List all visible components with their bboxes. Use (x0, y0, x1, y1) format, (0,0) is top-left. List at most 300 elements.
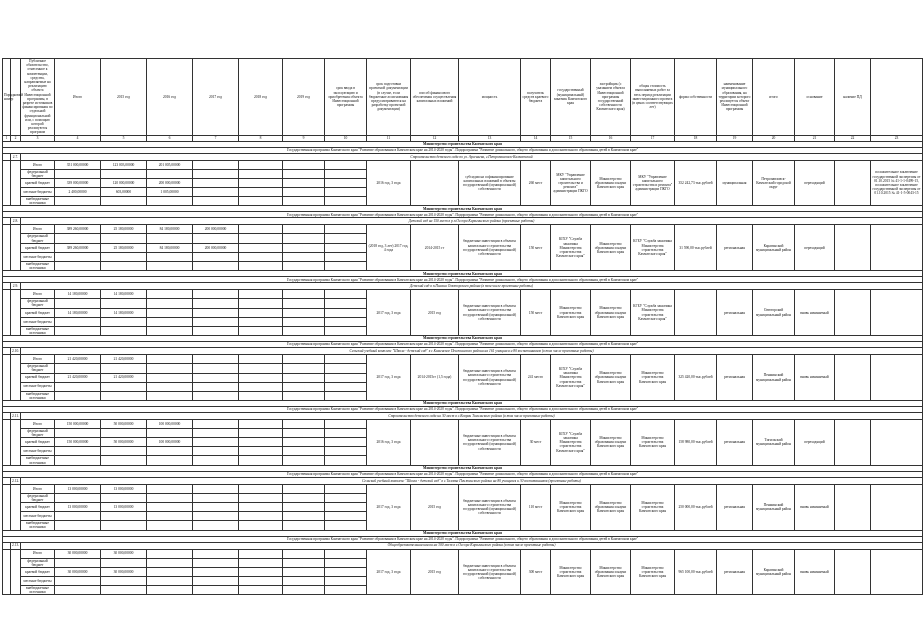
value-cell (283, 391, 325, 400)
status-cell: переходящий (795, 419, 835, 465)
value-cell (325, 558, 367, 567)
value-cell (283, 512, 325, 521)
capacity-cell: 300 мест (521, 549, 551, 595)
value-cell (147, 197, 193, 206)
value-cell (283, 503, 325, 512)
value-cell (55, 261, 101, 270)
status-cell: вновь начинаемый (795, 549, 835, 595)
object-title-row (3, 477, 923, 484)
pd-period-cell (411, 419, 459, 465)
value-cell (193, 576, 239, 585)
row-label: краевой бюджет (21, 503, 55, 512)
row-label: внебюджетные источники (21, 456, 55, 465)
value-cell: 150 000,00000 (55, 419, 101, 428)
value-cell (283, 447, 325, 456)
value-cell: 14 180,00000 (101, 290, 147, 299)
cost-cell: 352 242,73 тыс.рублей (675, 160, 717, 206)
value-cell (193, 290, 239, 299)
developer-cell: МКУ "Управление капитального строительства и ремонта" администрации ПКГО (631, 160, 675, 206)
value-cell: 13 000,00000 (55, 503, 101, 512)
value-cell (239, 299, 283, 308)
value-cell (193, 373, 239, 382)
value-cell: 200 000,00000 (193, 225, 239, 234)
value-cell (193, 355, 239, 364)
value-cell (193, 261, 239, 270)
table-row (3, 549, 923, 558)
funding-method-cell: бюджетные инвестиции в объекты капитального строительства государственной (муниципальной) собственности (459, 225, 521, 271)
value-cell (239, 234, 283, 243)
column-number-cell: 23 (871, 135, 923, 141)
recipient-cell: Министерство строительства Камчатского края (551, 484, 591, 530)
value-cell (239, 382, 283, 391)
basis-cell (835, 549, 871, 595)
value-cell (55, 585, 101, 594)
row-label: Итого (21, 419, 55, 428)
ownership-cell: региональная (717, 484, 753, 530)
column-number-cell: 16 (591, 135, 631, 141)
deadline-cell: 2017 год, 3 года (367, 290, 411, 336)
value-cell (283, 493, 325, 502)
capacity-cell: 30 мест (521, 419, 551, 465)
header-row (3, 59, 923, 136)
object-number: 2.13. (12, 543, 20, 548)
status-cell: переходящий (795, 225, 835, 271)
column-number-cell: 14 (521, 135, 551, 141)
value-cell: 25 180,00000 (101, 225, 147, 234)
value-cell (147, 447, 193, 456)
value-cell (239, 438, 283, 447)
ministry-title: Министерство строительства Камчатского края (3, 206, 923, 212)
value-cell (193, 585, 239, 594)
funding-method-cell: бюджетные инвестиции в объекты капитального строительства государственной (муниципальной) собственности (459, 355, 521, 401)
pd-status-cell (871, 484, 923, 530)
value-cell: 21 420,00000 (101, 373, 147, 382)
blank-cell (11, 225, 21, 271)
value-cell (283, 521, 325, 530)
row-label: Итого (21, 484, 55, 493)
value-cell: 200 000,00000 (193, 243, 239, 252)
row-label: краевой бюджет (21, 438, 55, 447)
ministry-title: Министерство строительства Камчатского края (3, 336, 923, 342)
value-cell (283, 558, 325, 567)
value-cell (101, 391, 147, 400)
customer-cell: Министерство образования и науки Камчатского края (591, 225, 631, 271)
object-title: Сельский учебный комплекс "Школа - детский сад" в с.Таловка Пенжинского района на 80 учащихся и 30 воспитанников (проектные работы) (21, 477, 923, 484)
status-cell: вновь начинаемый (795, 290, 835, 336)
value-cell: 21 420,00000 (55, 373, 101, 382)
value-cell (239, 447, 283, 456)
value-cell (283, 261, 325, 270)
value-cell: 1 005,00000 (147, 188, 193, 197)
value-cell: 21 420,00000 (55, 355, 101, 364)
header-cell: наличие ПД (835, 59, 871, 136)
value-cell (193, 160, 239, 169)
value-cell (193, 299, 239, 308)
value-cell (193, 484, 239, 493)
row-label: Итого (21, 160, 55, 169)
value-cell (147, 169, 193, 178)
value-cell (193, 558, 239, 567)
value-cell: 389 260,00000 (55, 225, 101, 234)
value-cell (239, 317, 283, 326)
basis-cell (835, 419, 871, 465)
row-label: федеральный бюджет (21, 234, 55, 243)
blank-cell (11, 419, 21, 465)
value-cell (193, 512, 239, 521)
blank-cell (11, 484, 21, 530)
value-cell (325, 438, 367, 447)
pd-period-cell: 2015 год (411, 484, 459, 530)
row-label: федеральный бюджет (21, 558, 55, 567)
deadline-cell: 2016 год, 3 года (367, 160, 411, 206)
value-cell (239, 225, 283, 234)
program-title: Государственная программа Камчатского края "Развитие образования в Камчатском крае на 2014-2020 годы". Подпрограмма "Развитие дошкольного, общего образования и дополнительного образования детей в Камчатском крае" (3, 471, 923, 477)
row-label: Итого (21, 355, 55, 364)
row-label: местные бюджеты (21, 576, 55, 585)
program-title: Государственная программа Камчатского края "Развитие образования в Камчатском крае на 2014-2020 годы". Подпрограмма "Развитие дошкольного, общего образования и дополнительного образования детей в Камчатском крае" (3, 536, 923, 542)
value-cell (147, 373, 193, 382)
value-cell (147, 503, 193, 512)
column-number-cell: 19 (717, 135, 753, 141)
value-cell: 100 000,00000 (147, 419, 193, 428)
value-cell (239, 493, 283, 502)
value-cell (283, 197, 325, 206)
value-cell (283, 169, 325, 178)
value-cell (239, 243, 283, 252)
value-cell (325, 188, 367, 197)
value-cell (283, 428, 325, 437)
developer-cell: КГБУ "Служба заказчика Министерства строительства Камчатского края" (631, 225, 675, 271)
ministry-title: Министерство строительства Камчатского края (3, 465, 923, 471)
row-label: местные бюджеты (21, 188, 55, 197)
object-number: 2.7. (11, 153, 21, 160)
value-cell (239, 179, 283, 188)
value-cell (147, 484, 193, 493)
blank-cell (3, 419, 11, 465)
value-cell (55, 234, 101, 243)
recipient-cell: КГБУ "Служба заказчика Министерства строительства Камчатского края" (551, 419, 591, 465)
funding-method-cell: бюджетные инвестиции в объекты капитального строительства государственной (муниципальной) собственности (459, 484, 521, 530)
pd-period-cell: 2014-2015гг (1,5 года) (411, 355, 459, 401)
value-cell (325, 419, 367, 428)
value-cell (101, 169, 147, 178)
value-cell: 603,00000 (101, 188, 147, 197)
funding-method-cell: бюджетные инвестиции в объекты капитального строительства государственной (муниципальной) собственности (459, 290, 521, 336)
value-cell (239, 197, 283, 206)
column-number-cell: 6 (147, 135, 193, 141)
row-label: федеральный бюджет (21, 493, 55, 502)
value-cell (147, 355, 193, 364)
object-title: Общеобразовательная школа на 300 мест в с.Оссора Карагинского района (в том числе проектные работы) (21, 542, 923, 549)
ministry-title: Министерство строительства Камчатского края (3, 271, 923, 277)
pd-status-cell: положительное заключение государственной экспертизы от 01.10.2015 № 41-1-1-0499-15, положительное заключение государственной экспертизы от 01.10.2015 № 41-1-5-0043-15 (871, 160, 923, 206)
value-cell (325, 299, 367, 308)
value-cell (239, 290, 283, 299)
developer-cell: Министерство строительства Камчатского края (631, 484, 675, 530)
value-cell (325, 503, 367, 512)
pd-status-cell (871, 225, 923, 271)
cost-cell: 31 590,00 тыс.рублей (675, 225, 717, 271)
row-label: федеральный бюджет (21, 428, 55, 437)
ministry-title: Министерство строительства Камчатского края (3, 400, 923, 406)
column-number-cell: 5 (101, 135, 147, 141)
municipality-cell: Пенжинский муниципальный район (753, 355, 795, 401)
value-cell (283, 456, 325, 465)
value-cell (325, 197, 367, 206)
value-cell (147, 558, 193, 567)
row-label: Итого (21, 225, 55, 234)
value-cell (193, 419, 239, 428)
value-cell (101, 299, 147, 308)
ownership-cell: региональная (717, 290, 753, 336)
value-cell (101, 493, 147, 502)
value-cell (283, 160, 325, 169)
object-title-row (3, 348, 923, 355)
value-cell (325, 521, 367, 530)
value-cell (101, 558, 147, 567)
value-cell (101, 234, 147, 243)
value-cell (283, 419, 325, 428)
value-cell (239, 585, 283, 594)
value-cell (193, 447, 239, 456)
value-cell (101, 512, 147, 521)
customer-cell: Министерство образования и науки Камчатского края (591, 484, 631, 530)
municipality-cell: Петропавловск-Камчатский городской округ (753, 160, 795, 206)
value-cell (147, 576, 193, 585)
header-cell: 2019 год (283, 59, 325, 136)
value-cell (325, 355, 367, 364)
value-cell (239, 373, 283, 382)
value-cell: 201 005,00000 (147, 160, 193, 169)
value-cell (325, 428, 367, 437)
value-cell (55, 299, 101, 308)
value-cell: 30 000,00000 (101, 549, 147, 558)
customer-cell: Министерство образования и науки Камчатского края (591, 160, 631, 206)
value-cell (239, 261, 283, 270)
value-cell: 50 000,00000 (101, 438, 147, 447)
header-cell: наименование муниципального образования, на территории которого реализуется объект Инвестиционной программы (717, 59, 753, 136)
value-cell (193, 169, 239, 178)
value-cell: 13 000,00000 (101, 484, 147, 493)
pd-period-cell (411, 160, 459, 206)
column-number-cell: 12 (411, 135, 459, 141)
value-cell (283, 438, 325, 447)
ownership-cell: региональная (717, 225, 753, 271)
capacity-cell: 110 мест (521, 484, 551, 530)
ownership-cell: региональная (717, 419, 753, 465)
row-label: Итого (21, 549, 55, 558)
column-number-cell: 13 (459, 135, 521, 141)
object-number: 2.11. (12, 413, 20, 418)
program-title: Государственная программа Камчатского края "Развитие образования в Камчатском крае на 2014-2020 годы". Подпрограмма "Развитие дошкольного, общего образования и дополнительного образования детей в Камчатском крае" (3, 277, 923, 283)
header-cell: основание (795, 59, 835, 136)
value-cell: 351 000,00000 (55, 160, 101, 169)
value-cell (283, 382, 325, 391)
ownership-cell: региональная (717, 355, 753, 401)
deadline-cell: 2016 год, 3 года (367, 419, 411, 465)
basis-cell (835, 355, 871, 401)
pd-status-cell (871, 355, 923, 401)
header-cell: срок ввода в эксплуатацию и приобретения объекта Инвестиционной программы (325, 59, 367, 136)
value-cell (55, 364, 101, 373)
value-cell (239, 391, 283, 400)
row-label: внебюджетные источники (21, 391, 55, 400)
municipality-cell: Пенжинский муниципальный район (753, 484, 795, 530)
value-cell (147, 493, 193, 502)
value-cell (55, 456, 101, 465)
table-row (3, 355, 923, 364)
value-cell (147, 428, 193, 437)
row-label: краевой бюджет (21, 308, 55, 317)
customer-cell: Министерство образования и науки Камчатского края (591, 419, 631, 465)
value-cell (239, 308, 283, 317)
value-cell (55, 576, 101, 585)
value-cell (55, 382, 101, 391)
blank-cell (11, 549, 21, 595)
investment-program-table (2, 58, 923, 595)
header-cell: общая стоимость выполняемых работ за весь период реализации инвестиционного проекта (в ценах соответствующих лет) (631, 59, 675, 136)
value-cell (283, 188, 325, 197)
value-cell (55, 197, 101, 206)
column-number-cell: 2 (11, 135, 21, 141)
value-cell (239, 521, 283, 530)
value-cell (283, 364, 325, 373)
row-label: внебюджетные источники (21, 585, 55, 594)
value-cell (325, 373, 367, 382)
value-cell (193, 382, 239, 391)
value-cell (283, 484, 325, 493)
cost-cell: 325 420,00 тыс.рублей (675, 355, 717, 401)
object-title-row (3, 218, 923, 225)
deadline-cell: (2018 год, 3 лет) 2017 год, 4 года (367, 225, 411, 271)
pd-status-cell (871, 290, 923, 336)
header-cell: 2017 год (193, 59, 239, 136)
value-cell (55, 558, 101, 567)
value-cell: 84 180,00000 (147, 243, 193, 252)
blank-cell (3, 477, 11, 484)
value-cell (283, 234, 325, 243)
value-cell (193, 188, 239, 197)
value-cell (147, 456, 193, 465)
object-number: 2.10. (12, 348, 20, 353)
value-cell: 14 180,00000 (55, 308, 101, 317)
row-label: местные бюджеты (21, 512, 55, 521)
value-cell (283, 576, 325, 585)
value-cell (283, 585, 325, 594)
value-cell (239, 428, 283, 437)
value-cell (55, 447, 101, 456)
funding-method-cell: субсидии на софинансирование капитальных вложений в объекты государственной (муниципальной) собственности (459, 160, 521, 206)
blank-cell (3, 348, 11, 355)
value-cell (147, 382, 193, 391)
value-cell (147, 308, 193, 317)
developer-cell: Министерство строительства Камчатского края (631, 549, 675, 595)
object-number: 2.9. (11, 283, 21, 290)
municipality-cell: Тигильский муниципальный район (753, 419, 795, 465)
value-cell (283, 317, 325, 326)
value-cell (193, 503, 239, 512)
value-cell (325, 308, 367, 317)
municipality-cell: Карагинский муниципальный район (753, 549, 795, 595)
blank-cell (11, 160, 21, 206)
object-title: Сельский учебный комплекс "Школа - детский сад" в с.Каменское Пенжинского района на 161 учащихся и 80 воспитанников (в том числе проектные работы) (21, 348, 923, 355)
capacity-cell: 260 мест (521, 160, 551, 206)
program-title: Государственная программа Камчатского края "Развитие образования в Камчатском крае на 2014-2020 годы". Подпрограмма "Развитие дошкольного, общего образования и дополнительного образования детей в Камчатском крае" (3, 342, 923, 348)
value-cell (101, 364, 147, 373)
row-label: внебюджетные источники (21, 197, 55, 206)
value-cell (101, 456, 147, 465)
value-cell: 30 000,00000 (55, 549, 101, 558)
deadline-cell: 2017 год, 3 года (367, 549, 411, 595)
blank-cell (3, 290, 11, 336)
value-cell: 50 000,00000 (101, 419, 147, 428)
header-cell: форма собственности (675, 59, 717, 136)
value-cell (55, 317, 101, 326)
value-cell (239, 503, 283, 512)
blank-cell (3, 218, 11, 225)
row-label: федеральный бюджет (21, 364, 55, 373)
value-cell (193, 326, 239, 335)
value-cell (55, 391, 101, 400)
value-cell (193, 567, 239, 576)
value-cell (239, 252, 283, 261)
basis-cell (835, 160, 871, 206)
value-cell (147, 364, 193, 373)
capacity-cell: 150 мест (521, 225, 551, 271)
column-number-cell: 17 (631, 135, 675, 141)
value-cell (193, 364, 239, 373)
value-cell (239, 188, 283, 197)
value-cell: 100 000,00000 (147, 438, 193, 447)
value-cell (283, 225, 325, 234)
recipient-cell: Министерство строительства Камчатского края (551, 549, 591, 595)
column-number-cell: 10 (325, 135, 367, 141)
blank-cell (3, 549, 11, 595)
value-cell (325, 261, 367, 270)
value-cell (283, 252, 325, 261)
column-number-cell: 20 (753, 135, 795, 141)
value-cell (193, 438, 239, 447)
header-cell: Порядковый номер (3, 59, 11, 136)
value-cell (55, 169, 101, 178)
value-cell (101, 428, 147, 437)
value-cell (101, 197, 147, 206)
value-cell (193, 493, 239, 502)
program-title: Государственная программа Камчатского края "Развитие образования в Камчатском крае на 2014-2020 годы". Подпрограмма "Развитие дошкольного, общего образования и дополнительного образования детей в Камчатском крае" (3, 212, 923, 218)
value-cell (147, 290, 193, 299)
program-title: Государственная программа Камчатского края "Развитие образования в Камчатском крае на 2014-2020 годы". Подпрограмма "Развитие дошкольного, общего образования и дополнительного образования детей в Камчатском крае" (3, 147, 923, 153)
value-cell: 14 180,00000 (101, 308, 147, 317)
value-cell (55, 428, 101, 437)
header-cell: мощность (459, 59, 521, 136)
recipient-cell: КГБУ "Служба заказчика Министерства строительства Камчатского края" (551, 225, 591, 271)
ownership-cell: муниципальная (717, 160, 753, 206)
blank-cell (11, 290, 21, 336)
value-cell (325, 382, 367, 391)
table-row (3, 160, 923, 169)
value-cell (283, 567, 325, 576)
municipality-cell: Карагинский муниципальный район (753, 225, 795, 271)
basis-cell (835, 225, 871, 271)
pd-period-cell: 2015 год (411, 290, 459, 336)
header-cell: застройщик (с указанием объекта Инвестиционной программы государственной собственности Камчатского края) (591, 59, 631, 136)
funding-method-cell: бюджетные инвестиции в объекты капитального строительства государственной (муниципальной) собственности (459, 419, 521, 465)
capacity-cell: 241 место (521, 355, 551, 401)
value-cell: 21 420,00000 (101, 355, 147, 364)
object-title-row (3, 153, 923, 160)
value-cell (283, 373, 325, 382)
header-cell: 2015 год (101, 59, 147, 136)
